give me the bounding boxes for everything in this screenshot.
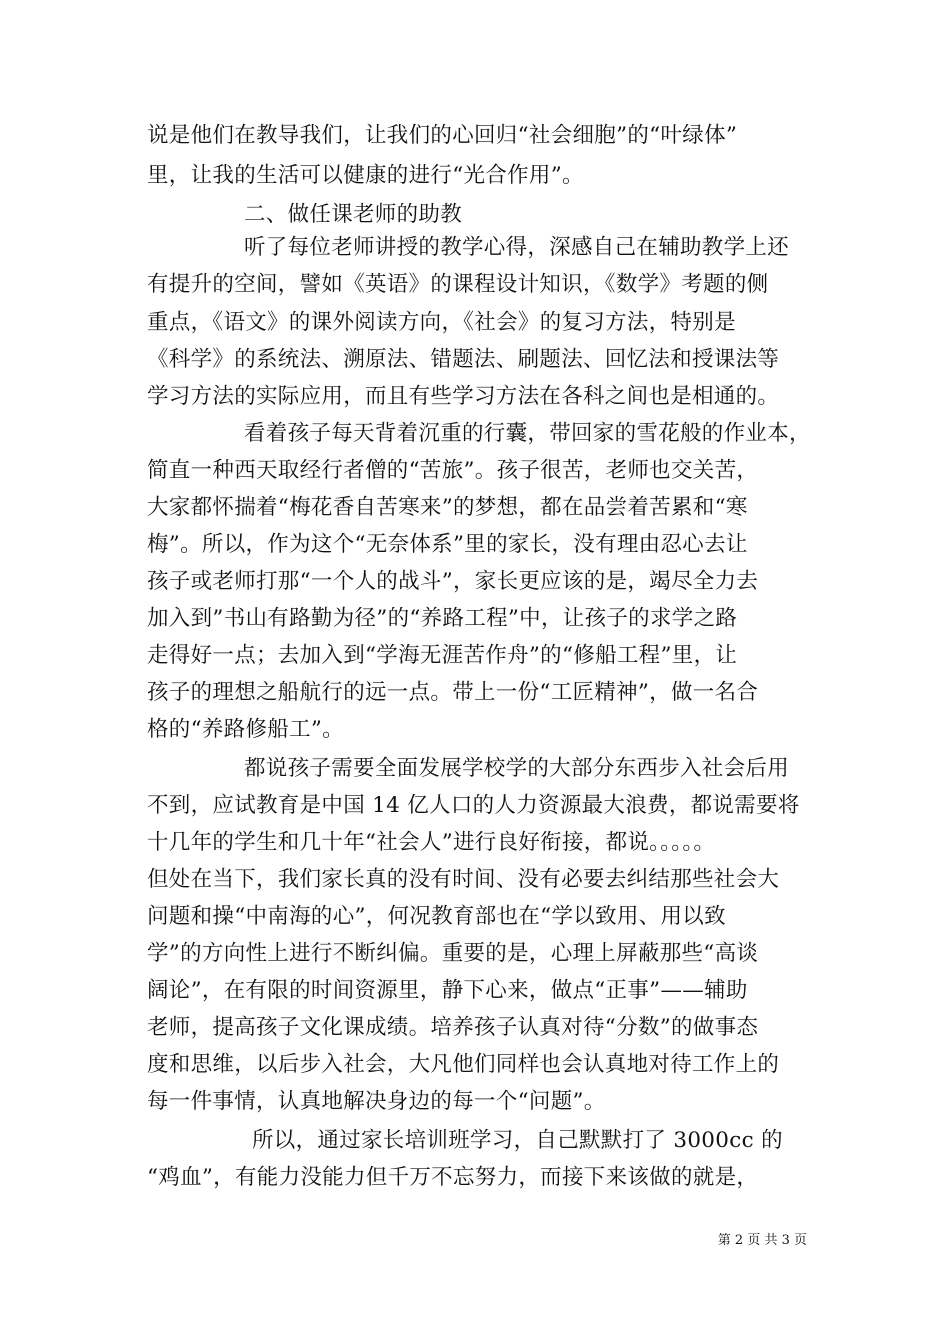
section-heading: 二、做任课老师的助教 — [244, 202, 463, 227]
paragraph-line: 问题和操“中南海的心”，何况教育部也在“学以致用、用以致 — [147, 904, 726, 929]
paragraph-line: 但处在当下，我们家长真的没有时间、没有必要去纠结那些社会大 — [147, 867, 780, 892]
paragraph-line: 老师，提高孩子文化课成绩。培养孩子认真对待“分数”的做事态 — [147, 1015, 759, 1040]
paragraph-line: 加入到”书山有路勤为径”的“养路工程”中，让孩子的求学之路 — [147, 606, 738, 631]
paragraph-line: 简直一种西天取经行者僧的“苦旅”。孩子很苦，老师也交关苦， — [147, 458, 759, 483]
paragraph-line: 十几年的学生和几十年“社会人”进行良好衔接，都说。。。。。 — [147, 830, 716, 855]
paragraph-line: 看着孩子每天背着沉重的行囊，带回家的雪花般的作业本， — [244, 421, 811, 446]
paragraph-line: 学”的方向性上进行不断纠偏。重要的是，心理上屏蔽那些“高谈 — [147, 941, 759, 966]
paragraph-line: 有提升的空间，譬如《英语》的课程设计知识，《数学》考题的侧 — [147, 272, 769, 297]
paragraph-line: 度和思维，以后步入社会，大凡他们同样也会认真地对待工作上的 — [147, 1052, 780, 1077]
paragraph-line: 听了每位老师讲授的教学心得，深感自己在辅助教学上还 — [244, 235, 790, 260]
paragraph-line: 大家都怀揣着“梅花香自苦寒来”的梦想，都在品尝着苦累和“寒 — [147, 495, 748, 520]
paragraph-line: 《科学》的系统法、溯原法、错题法、刷题法、回忆法和授课法等 — [147, 347, 780, 372]
paragraph-line: 梅”。所以，作为这个“无奈体系”里的家长，没有理由忍心去让 — [147, 532, 748, 557]
paragraph-line: 不到，应试教育是中国 14 亿人口的人力资源最大浪费，都说需要将 — [147, 793, 800, 818]
paragraph-line: 孩子的理想之船航行的远一点。带上一份“工匠精神”，做一名合 — [147, 680, 759, 705]
paragraph-line: 每一件事情，认真地解决身边的每一个“问题”。 — [147, 1089, 606, 1114]
paragraph-line: 里，让我的生活可以健康的进行“光合作用”。 — [147, 163, 584, 188]
paragraph-line: 说是他们在教导我们，让我们的心回归“社会细胞”的“叶绿体” — [147, 123, 738, 148]
paragraph-line: 都说孩子需要全面发展学校学的大部分东西步入社会后用 — [244, 756, 790, 781]
paragraph-line: “鸡血”，有能力没能力但千万不忘努力，而接下来该做的就是， — [147, 1165, 759, 1190]
paragraph-line: 走得好一点；去加入到“学海无涯苦作舟”的“修船工程”里，让 — [147, 643, 738, 668]
paragraph-line: 所以，通过家长培训班学习，自己默默打了 3000cc 的 — [252, 1128, 783, 1153]
paragraph-line: 孩子或老师打那“一个人的战斗”，家长更应该的是，竭尽全力去 — [147, 569, 759, 594]
paragraph-line: 格的“养路修船工”。 — [147, 717, 344, 742]
paragraph-line: 阔论”，在有限的时间资源里，静下心来，做点“正事”——辅助 — [147, 978, 748, 1003]
paragraph-line: 重点，《语文》的课外阅读方向，《社会》的复习方法，特别是 — [147, 310, 736, 335]
page-footer: 第 2 页 共 3 页 — [717, 1233, 807, 1248]
paragraph-line: 学习方法的实际应用，而且有些学习方法在各科之间也是相通的。 — [147, 384, 780, 409]
